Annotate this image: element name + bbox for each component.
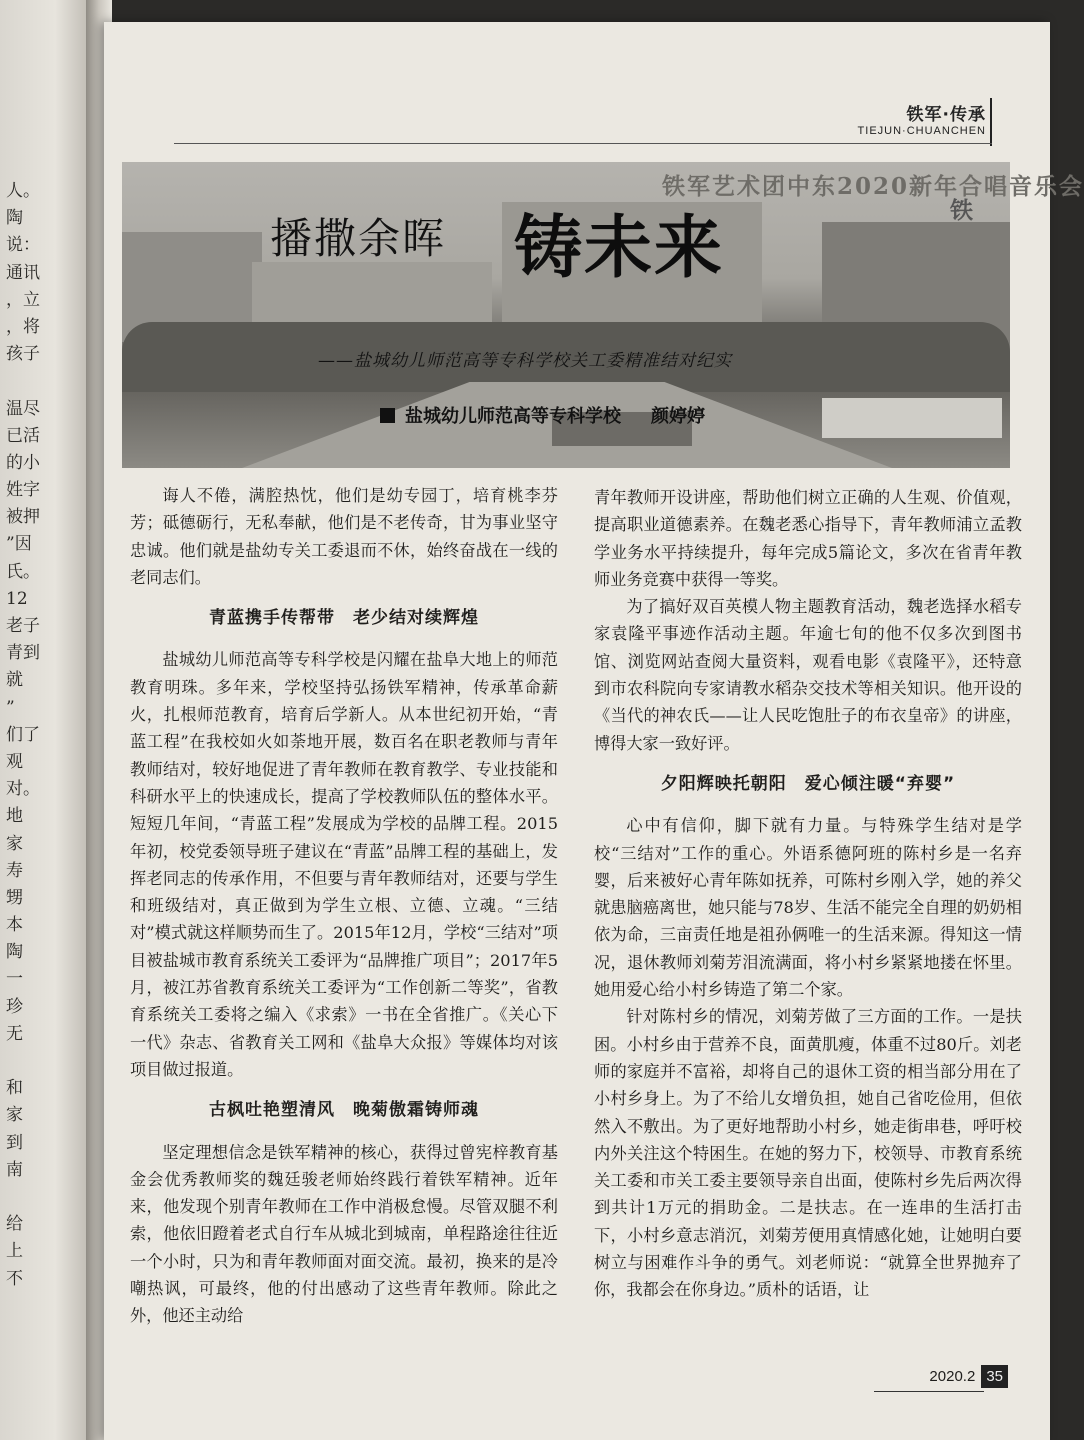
facing-page-fragment: 12 [6,588,28,609]
facing-page-fragment [6,368,40,395]
issue-date: 2020.2 [929,1368,976,1385]
facing-page-fragment: 人。 [6,181,40,201]
facing-page-fragment: 到 [6,1132,23,1153]
photo-banner-text-right: 铁 [950,197,973,224]
facing-page-fragment: 陶 [6,208,23,229]
facing-page-fragment: 青到 [6,643,40,664]
facing-page-fragment: 被押 [6,507,40,528]
facing-page-fragment: 给 [6,1214,23,1235]
facing-page-fragment: ，将 [6,316,40,337]
facing-page-fragment: 珍 [6,996,23,1017]
facing-page-fragment: 孩子 [6,344,40,365]
facing-page-fragment [6,1048,40,1075]
byline-author: 颜婷婷 [651,406,705,427]
facing-page-text-fragments [6,178,40,1293]
article-subtitle: ——盐城幼儿师范高等专科学校关工委精准结对纪实 [318,351,732,371]
header-rule [174,143,992,144]
section-heading: 古枫吐艳塑清风 晚菊傲霜铸师魂 [209,1100,479,1121]
facing-page-fragment: 温尽 [6,398,40,419]
section-heading: 夕阳辉映托朝阳 爱心倾注暖“弃婴” [660,773,956,794]
facing-page-fragment: 上 [6,1241,23,1262]
byline-org: 盐城幼儿师范高等专科学校 [405,406,621,427]
facing-page-fragment: 家 [6,833,23,854]
article-paragraph: 针对陈村乡的情况，刘菊芳做了三方面的工作。一是扶困。小村乡由于营养不良，面黄肌瘦，体重不过80斤。刘老师的家庭并不富裕，却将自己的退休工资的相当部分用在了小村乡身上。为了不给儿女增负担，她自己省吃俭用，但依然入不敷出。为了更好地帮助小村乡，她走街串巷，呼吁校内外关注这个特困生。在她的努力下，校领导、市教育系统关工委和市关工委主要领导亲自出面，使陈村乡先后两次得到共计1万元的捐助金。二是扶志。在一连串的生活打击下，小村乡意志消沉，刘菊芳便用真情感化她，让她明白要树立与困难作斗争的勇气。刘老师说：“就算全世界抛弃了你，我都会在你身边。”质朴的话语，让 [594,1007,1022,1300]
article-paragraph: 盐城幼儿师范高等专科学校是闪耀在盐阜大地上的师范教育明珠。多年来，学校坚持弘扬铁军精神，传承革命薪火，扎根师范教育，培育后学新人。从本世纪初开始，“青蓝工程”在我校如火如荼地开展，数百名在职老教师与青年教师结对，较好地促进了青年教师在教育教学、专业技能和科研水平上的快速成长，提高了学校教师队伍的整体水平。短短几年间，“青蓝工程”发展成为学校的品牌工程。2015年初，校党委领导班子建议在“青蓝”品牌工程的基础上，发挥老同志的传承作用，不但要与青年教师结对，还要与学生和班级结对，真正做到为学生立根、立德、立魂。“三结对”模式就这样顺势而生了。2015年12月，学校“三结对”项目被盐城市教育系统关工委评为“品牌推广项目”；2017年5月，被江苏省教育系统关工委评为“工作创新二等奖”，省教育系统关工委将之编入《求索》一书在全省推广。《关心下一代》杂志、省教育关工网和《盐阜大众报》等媒体均对该项目做过报道。 [130,650,558,1079]
article-paragraph: 青年教师开设讲座，帮助他们树立正确的人生观、价值观，提高职业道德素养。在魏老悉心指导下，青年教师浦立孟教学业务水平持续提升，每年完成5篇论文，多次在省青年教师业务竞赛中获得一等奖。 [594,488,1022,589]
facing-page-fragment: 们了 [6,724,40,745]
article-column-right [594,484,1022,1304]
facing-page-fragment: 家 [6,1105,23,1126]
facing-page-fragment: ，立 [6,289,40,310]
facing-page-fragment: 对。 [6,779,40,800]
facing-page-fragment: 甥 [6,887,23,908]
page-footer [929,1365,1008,1388]
facing-page-fragment: 本 [6,915,23,936]
facing-page-fragment: 地 [6,806,23,827]
facing-page-fragment: 陶 [6,942,23,963]
hero-photo [122,162,1084,468]
facing-page-fragment: 姓字 [6,480,40,501]
article-title-part2: 铸未来 [514,209,725,288]
facing-page-fragment: 说： [6,235,40,256]
facing-page-fragment [6,1184,40,1211]
article-title-part1: 播撒余晖 [270,214,447,263]
section-heading: 青蓝携手传帮带 老少结对续辉煌 [209,608,479,629]
section-header-cn: 铁军·传承 [906,105,986,125]
article-paragraph: 为了搞好双百英模人物主题教育活动，魏老选择水稻专家袁隆平事迹作活动主题。年逾七旬的他不仅多次到图书馆、浏览网站查阅大量资料，观看电影《袁隆平》，还特意到市农科院向专家请教水稻杂交技术等相关知识。他开设的《当代的神农氏——让人民吃饱肚子的布衣皇帝》的讲座，博得大家一致好评。 [594,597,1022,753]
facing-page-fragment: ”因 [6,534,32,555]
facing-page-fragment: 一 [6,969,23,990]
facing-page-fragment: 的小 [6,452,40,473]
photo-wall [822,398,1002,438]
article-intro: 诲人不倦，满腔热忱，他们是幼专园丁，培育桃李芬芳；砥德砺行，无私奉献，他们是不老传奇，甘为事业坚守忠诚。他们就是盐幼专关工委退而不休，始终奋战在一线的老同志们。 [130,486,558,587]
facing-page-fragment: 南 [6,1159,23,1180]
byline-square-icon [380,408,395,423]
section-header [858,100,986,137]
facing-page-fragment: 寿 [6,860,23,881]
facing-page-fragment: 通讯 [6,262,40,283]
article-byline [380,402,705,428]
facing-page-fragment: ” [6,697,15,718]
facing-page-edge [0,0,92,1440]
article-paragraph: 心中有信仰，脚下就有力量。与特殊学生结对是学校“三结对”工作的重心。外语系德阿班的陈村乡是一名弃婴，后来被好心青年陈如抚养，可陈村乡刚入学，她的养父就患脑癌离世，她只能与78岁、生活不能完全自理的奶奶相依为命，三亩责任地是祖孙俩唯一的生活来源。得知这一情况，退休教师刘菊芳泪流满面，将小村乡紧紧地搂在怀里。她用爱心给小村乡铸造了第二个家。 [594,816,1022,1000]
facing-page-fragment: 老子 [6,616,40,636]
facing-page-fragment: 无 [6,1023,23,1044]
article-paragraph: 坚定理想信念是铁军精神的核心，获得过曾宪梓教育基金会优秀教师奖的魏廷骏老师始终践行着铁军精神。近年来，他发现个别青年教师在工作中消极怠慢。尽管双腿不利索，他依旧蹬着老式自行车从城北到城南，单程路途往往近一个小时，只为和青年教师面对面交流。最初，换来的是冷嘲热讽，可最终，他的付出感动了这些青年教师。除此之外，他还主动给 [130,1142,558,1326]
footer-rule [874,1391,984,1392]
photo-banner-text: 铁军艺术团中东2020新年合唱音乐会 [662,173,1084,200]
facing-page-fragment: 已活 [6,425,40,446]
article-column-left [130,482,558,1330]
facing-page-fragment: 和 [6,1078,23,1099]
facing-page-fragment: 就 [6,670,23,691]
page-number: 35 [981,1365,1008,1388]
facing-page-fragment: 不 [6,1268,23,1289]
facing-page-fragment: 氏。 [6,561,40,582]
facing-page-fragment: 观 [6,751,23,772]
header-vertical-rule [990,98,992,146]
magazine-page [104,22,1084,1440]
section-header-en: TIEJUN·CHUANCHEN [857,125,986,137]
